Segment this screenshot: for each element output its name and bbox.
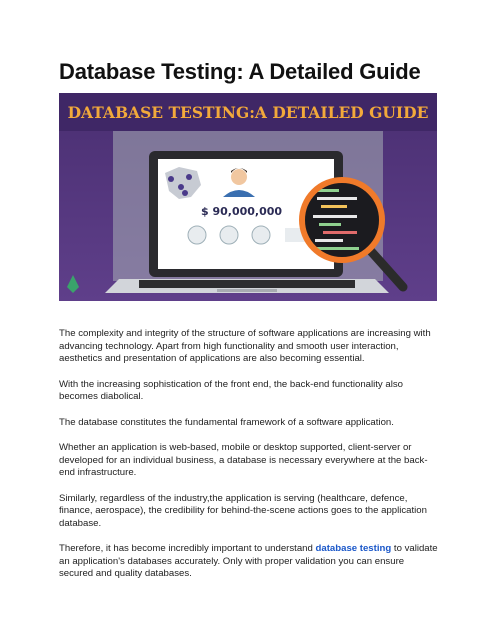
hero-banner-image — [59, 93, 437, 301]
paragraph: The complexity and integrity of the structure of software applications are increasing with advancing technology. Apart from high functionality and smooth user interaction, aesthetics and presentation of applications are also becoming essential. — [59, 328, 431, 364]
paragraph-text-before: Therefore, it has become incredibly important to understand — [59, 543, 316, 554]
download-icon — [220, 226, 238, 244]
paragraph-text-after: to validate an application's databases accurately. Only with proper validation you can ensure secured and quality databases. — [59, 543, 438, 579]
user-avatar-icon — [231, 169, 247, 185]
screen-amount: $ 90,000,000 — [201, 205, 283, 218]
database-testing-link[interactable]: database testing — [315, 543, 392, 554]
paragraph: Whether an application is web-based, mobile or desktop supported, client-server or developed for an individual business, a database is necessary everywhere at the back-end infrastructure. — [59, 442, 428, 478]
article-body — [59, 328, 439, 594]
upload-icon — [188, 226, 206, 244]
cloud-icon — [252, 226, 270, 244]
paragraph: With the increasing sophistication of the front end, the back-end functionality also becomes diabolical. — [59, 378, 403, 402]
banner-heading: DATABASE TESTING:A DETAILED GUIDE — [67, 103, 429, 122]
paragraph: Similarly, regardless of the industry,the application is serving (healthcare, defence, finance, aerospace), the credibility for behind-the-scene actions goes to the application database. — [59, 492, 427, 529]
paragraph-with-link — [59, 543, 439, 581]
paragraph: The database constitutes the fundamental framework of a software application. — [59, 416, 394, 428]
page-title: Database Testing: A Detailed Guide — [59, 59, 421, 84]
